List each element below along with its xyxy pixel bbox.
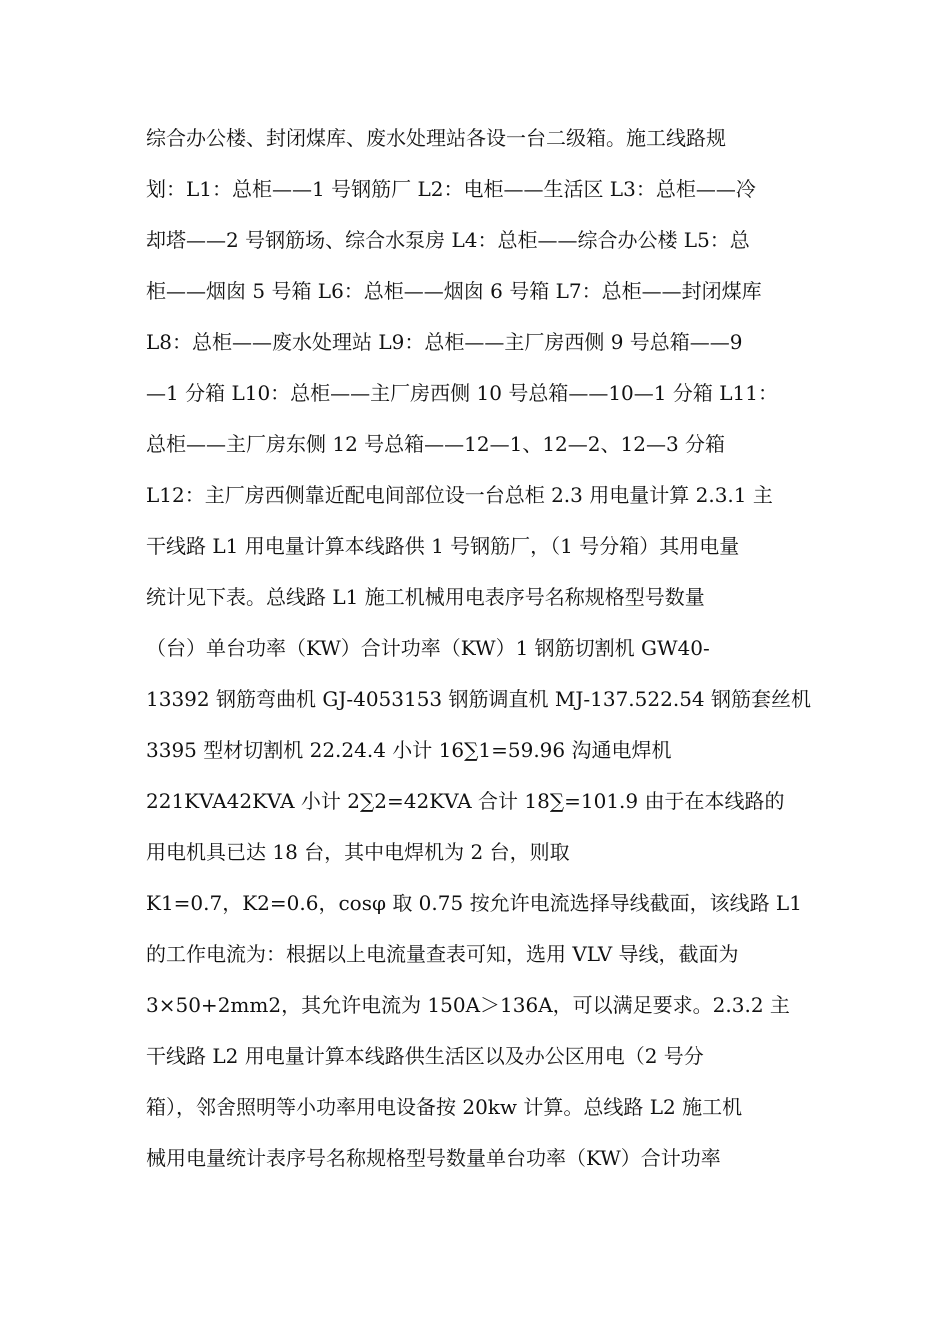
text-line: 3×50+2mm2，其允许电流为 150A＞136A，可以满足要求。2.3.2 主 <box>146 993 790 1017</box>
text-line: L12：主厂房西侧靠近配电间部位设一台总柜 2.3 用电量计算 2.3.1 主 <box>146 483 773 507</box>
text-line: L8：总柜——废水处理站 L9：总柜——主厂房西侧 9 号总箱——9 <box>146 330 743 354</box>
text-line: 13392 钢筋弯曲机 GJ-4053153 钢筋调直机 MJ-137.522.54 钢筋套丝机 <box>146 687 811 711</box>
text-line: 221KVA42KVA 小计 2∑2=42KVA 合计 18∑=101.9 由于在本线路的 <box>146 789 785 813</box>
text-line: 干线路 L1 用电量计算本线路供 1 号钢筋厂，（1 号分箱）其用电量 <box>146 534 740 558</box>
text-line: 却塔——2 号钢筋场、综合水泵房 L4：总柜——综合办公楼 L5：总 <box>146 228 750 252</box>
text-line: 3395 型材切割机 22.24.4 小计 16∑1=59.96 沟通电焊机 <box>146 738 672 762</box>
text-line: 箱），邻舍照明等小功率用电设备按 20kw 计算。总线路 L2 施工机 <box>146 1095 743 1119</box>
text-line: K1=0.7，K2=0.6，cosφ 取 0.75 按允许电流选择导线截面，该线路 L1 <box>146 891 802 915</box>
text-line: 械用电量统计表序号名称规格型号数量单台功率（KW）合计功率 <box>146 1146 721 1170</box>
text-line: 总柜——主厂房东侧 12 号总箱——12—1、12—2、12—3 分箱 <box>146 432 726 456</box>
body-text <box>146 116 816 1187</box>
text-line: 综合办公楼、封闭煤库、废水处理站各设一台二级箱。施工线路规 <box>146 126 726 150</box>
text-line: 干线路 L2 用电量计算本线路供生活区以及办公区用电（2 号分 <box>146 1044 704 1068</box>
text-line: —1 分箱 L10：总柜——主厂房西侧 10 号总箱——10—1 分箱 L11： <box>146 381 778 405</box>
text-line: 统计见下表。总线路 L1 施工机械用电表序号名称规格型号数量 <box>146 585 705 609</box>
text-line: 的工作电流为：根据以上电流量查表可知，选用 VLV 导线，截面为 <box>146 942 739 966</box>
text-line: 划：L1：总柜——1 号钢筋厂 L2：电柜——生活区 L3：总柜——冷 <box>146 177 756 201</box>
text-line: （台）单台功率（KW）合计功率（KW）1 钢筋切割机 GW40- <box>146 636 710 660</box>
text-line: 用电机具已达 18 台，其中电焊机为 2 台，则取 <box>146 840 570 864</box>
text-line: 柜——烟囱 5 号箱 L6：总柜——烟囱 6 号箱 L7：总柜——封闭煤库 <box>146 279 762 303</box>
